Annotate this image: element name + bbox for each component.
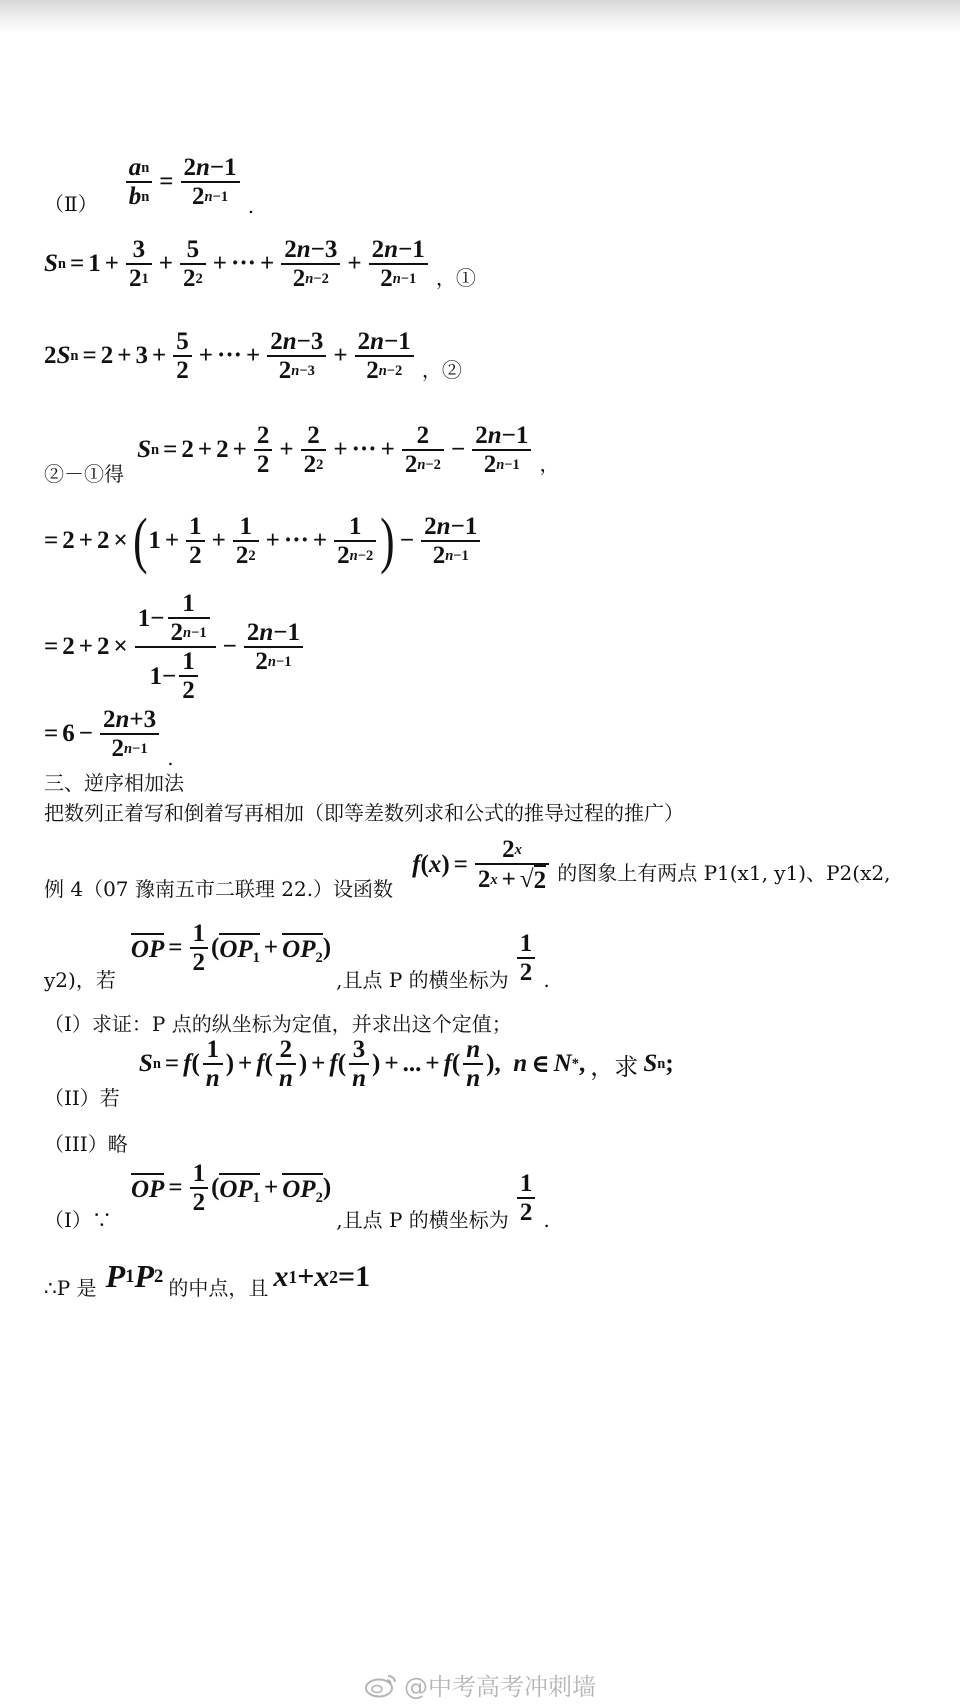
- section-3-title: 三、逆序相加法: [44, 771, 184, 795]
- section-3-description: 把数列正着写和倒着写再相加（即等差数列求和公式的推导过程的推广）: [44, 801, 684, 825]
- vector-condition: OP = $\frac{1}{2}$ ( $OP_1$ + $OP_2$ ): [130, 920, 332, 976]
- weibo-icon: [364, 1672, 398, 1704]
- example-4-suffix: 的图象上有两点 P1(x1, y1)、P2(x2,: [557, 860, 891, 885]
- subtract-formula: S n = 2 + 2 + $\frac{2}{2}$ + 2 2 2 + ··· + 2 2 n−2 − 2 n −1 2 n−1: [137, 422, 534, 478]
- example-4-line-2-prefix: y2)，若: [44, 967, 116, 992]
- ratio-period: .: [247, 193, 255, 218]
- sum-eq2-line: [44, 328, 462, 384]
- question-1: （I）求证：P 点的纵坐标为定值，并求出这个定值；: [44, 1012, 512, 1036]
- question-2-formula: S n = f ( $\frac{1}{n}$ ) + f ( $\frac{2}{n}$ ) + f ( $\frac{3}{n}$ ) + ... + f ( $\frac{n}{n}$ ), n ∈ N * ,: [138, 1036, 586, 1092]
- solution-half-fraction: $\frac{1}{2}$: [514, 1170, 539, 1226]
- example-4-period: .: [543, 967, 550, 992]
- function-definition: f ( x ) = 2 x 2 x + √ 2: [412, 836, 552, 894]
- ratio-formula-line: [44, 154, 255, 218]
- example-4-line-2: [44, 920, 550, 992]
- conclusion-mid: 的中点，且: [168, 1276, 269, 1300]
- final-period: .: [167, 745, 174, 770]
- step-geometric-formula: = 2 + 2 × 1− 1 2 n−1 1− $\frac{1}{2}$ − 2 n −1 2 n−1: [44, 590, 306, 704]
- step-expand-formula: = 2 + 2 × ( 1 + $\frac{1}{2}$ + 1 2 2 + ··· + 1 2 n−2 ) − 2 n −1 2 n−1: [44, 510, 483, 572]
- final-result-line: [44, 706, 174, 770]
- solution-1-prefix: （I）∵: [44, 1207, 112, 1232]
- subtract-line: [44, 422, 560, 486]
- example-4-line-2-mid: ,且点 P 的横坐标为: [336, 967, 509, 992]
- step-expand-line: [44, 507, 483, 575]
- eq2-tag: ，②: [421, 357, 462, 382]
- x-sum-formula: x 1 + x 2 =1: [273, 1259, 371, 1293]
- watermark: [0, 1667, 960, 1704]
- subtract-label: ②－①得: [44, 461, 124, 486]
- question-2-prefix: （II）若: [44, 1085, 120, 1110]
- question-2-target: S n ;: [643, 1050, 674, 1077]
- conclusion-line: [44, 1258, 371, 1300]
- watermark-text: @中考高考冲刺墙: [404, 1673, 596, 1701]
- question-3: （III）略: [44, 1132, 128, 1156]
- solution-1-line: [44, 1160, 550, 1232]
- final-result-formula: = 6 − 2 n +3 2 n−1: [44, 706, 162, 762]
- midpoint-segment: P 1 P 2: [105, 1258, 164, 1294]
- step-geometric-line: [44, 590, 306, 704]
- sum-eq1-formula: S n = 1 + 3 2 1 + 5 2 2 + ··· + 2 n −3 2 n−2 + 2 n −1 2 n−1: [44, 236, 431, 292]
- example-4-prefix: 例 4（07 豫南五市二联理 22.）设函数: [44, 876, 394, 901]
- sum-eq1-line: [44, 236, 476, 292]
- solution-1-period: .: [543, 1207, 550, 1232]
- ratio-formula: a n b n = 2 n −1 2 n−1: [123, 154, 243, 210]
- question-2-line: [44, 1036, 674, 1110]
- solution-1-mid: ,且点 P 的横坐标为: [336, 1207, 509, 1232]
- part-2-label: （Ⅱ）: [44, 191, 98, 216]
- solution-vector-condition: OP = $\frac{1}{2}$ ( $OP_1$ + $OP_2$ ): [131, 1160, 332, 1216]
- sum-eq2-formula: 2 S n = 2 + 3 + $\frac{5}{2}$ + ··· + 2 n −3 2 n−3 + 2 n −1 2 n−2: [44, 328, 417, 384]
- subtract-comma: ，: [539, 451, 560, 476]
- half-fraction: $\frac{1}{2}$: [514, 930, 539, 986]
- conclusion-prefix: ∴P 是: [44, 1276, 97, 1300]
- example-4-line-1: [44, 836, 891, 901]
- eq1-tag: ，①: [435, 265, 476, 290]
- question-2-tail: ，求: [590, 1052, 639, 1081]
- top-status-bar: [0, 0, 960, 34]
